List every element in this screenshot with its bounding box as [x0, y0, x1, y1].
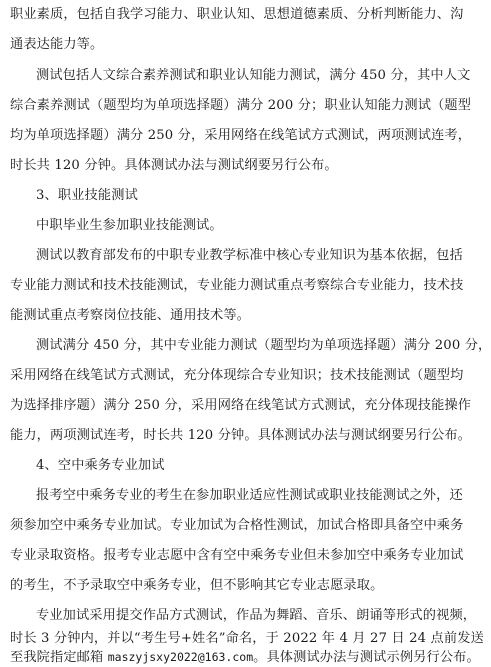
text-line: 测试包括人文综合素养测试和职业认知能力测试，满分 450 分，其中人文 — [36, 68, 471, 83]
text-line: 能力，两项测试连考，时长共 120 分钟。具体测试办法与测试纲要另行公布。 — [10, 428, 472, 443]
text-line: 均为单项选择题）满分 250 分，采用网络在线笔试方式测试，两项测试连考， — [10, 128, 472, 143]
text-line: 专业加试采用提交作品方式测试，作品为舞蹈、音乐、朗诵等形式的视频， — [36, 608, 477, 623]
text-line: 时长共 120 分钟。具体测试办法与测试纲要另行公布。 — [10, 158, 338, 173]
text-line: 报考空中乘务专业的考生在参加职业适应性测试或职业技能测试之外，还 — [36, 488, 463, 503]
text-line: 测试满分 450 分，其中专业能力测试（题型均为单项选择题）满分 200 分， — [36, 338, 491, 353]
text-line: 为选择排序题）满分 250 分，采用网络在线笔试方式测试，充分体现技能操作 — [10, 398, 472, 413]
text-line: 的考生，不予录取空中乘务专业，但不影响其它专业志愿录取。 — [10, 578, 384, 593]
text-line: 专业录取资格。报考专业志愿中含有空中乘务专业但未参加空中乘务专业加试 — [10, 548, 464, 563]
text-line: 能测试重点考察岗位技能、通用技术等。 — [10, 308, 251, 323]
section-heading: 3、职业技能测试 — [36, 188, 138, 203]
text-line: 通表达能力等。 — [10, 37, 104, 52]
text-line: 中职毕业生参加职业技能测试。 — [36, 218, 223, 233]
email-address: maszyjsxy2022@163.com — [107, 650, 254, 664]
text-segment: 。具体测试办法与测试示例另行公布。 — [253, 650, 480, 665]
text-line-email — [10, 648, 480, 667]
text-line: 专业能力测试和技术技能测试，专业能力测试重点考察综合专业能力，技术技 — [10, 278, 464, 293]
text-line: 须参加空中乘务专业加试。专业加试为合格性测试，加试合格即具备空中乘务 — [10, 518, 464, 533]
text-line: 测试以教育部发布的中职专业教学标准中核心专业知识为基本依据，包括 — [36, 248, 463, 263]
text-segment: 至我院指定邮箱 — [10, 650, 108, 665]
text-line: 职业素质，包括自我学习能力、职业认知、思想道德素质、分析判断能力、沟 — [10, 7, 464, 22]
text-line: 时长 3 分钟内，并以“考生号+姓名”命名，于 2022 年 4 月 27 日 24 点前发送 — [10, 631, 484, 646]
section-heading: 4、空中乘务专业加试 — [36, 458, 165, 473]
text-line: 采用网络在线笔试方式测试，充分体现综合专业知识；技术技能测试（题型均 — [10, 368, 464, 383]
text-line: 综合素养测试（题型均为单项选择题）满分 200 分；职业认知能力测试（题型 — [10, 98, 472, 113]
